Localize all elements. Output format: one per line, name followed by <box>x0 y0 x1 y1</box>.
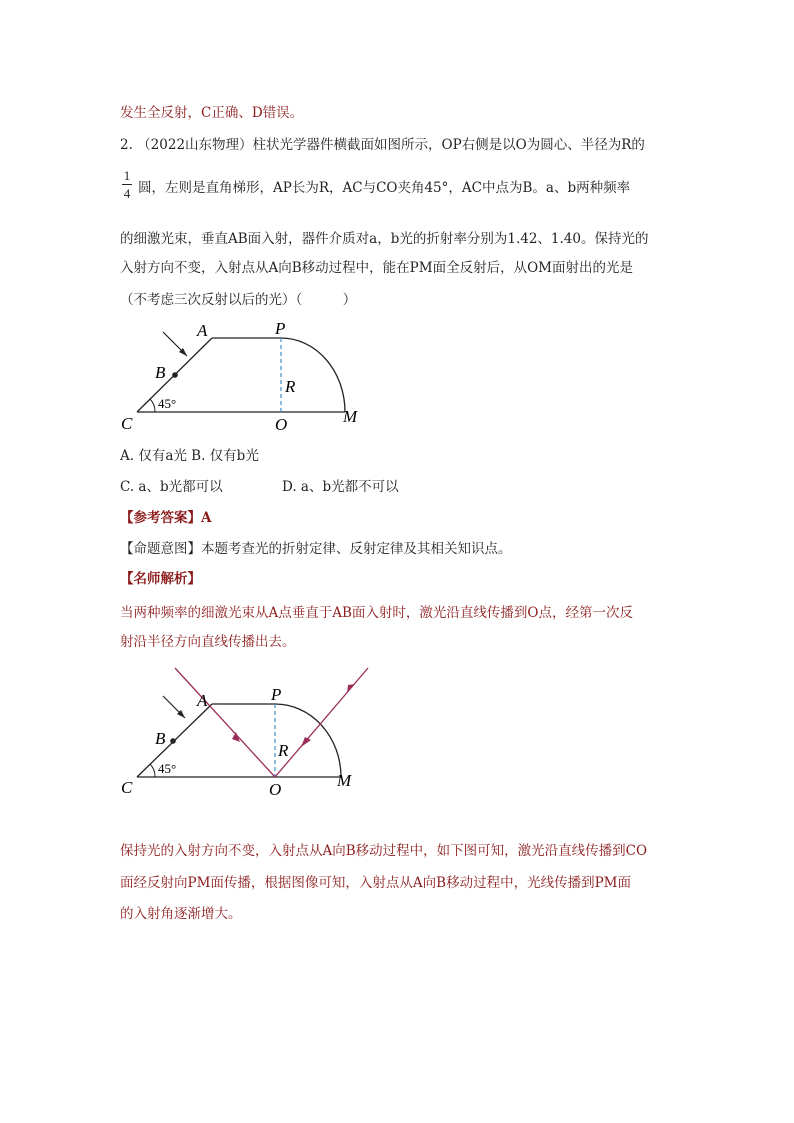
answer-line: 【参考答案】A <box>120 510 212 526</box>
point-b-dot <box>170 738 176 744</box>
label-b: B <box>155 363 166 382</box>
option-d: D. a、b光都不可以 <box>282 479 399 495</box>
question-line-2: 圆，左则是直角梯形，AP长为R，AC与CO夹角45°，AC中点为B。a、b两种频率 <box>138 180 631 196</box>
label-r: R <box>285 377 296 396</box>
angle-arc <box>150 764 155 777</box>
label-o: O <box>275 415 288 434</box>
line-l1: 发生全反射，C正确、D错误。 <box>120 105 304 121</box>
analysis-heading: 【名师解析】 <box>120 571 201 587</box>
label-c: C <box>121 414 133 433</box>
analysis-line-4: 面经反射向PM面传播，根据图像可知，入射点从A向B移动过程中，光线传播到PM面 <box>120 875 631 891</box>
point-b-dot <box>172 372 178 378</box>
label-m: M <box>343 407 358 426</box>
ray-arrow-2 <box>301 737 311 747</box>
label-p: P <box>271 685 282 704</box>
angle-arc <box>150 399 155 412</box>
fraction-denominator: 4 <box>123 186 131 201</box>
arc-pm <box>281 338 345 412</box>
question-line-4: 入射方向不变，入射点从A向B移动过程中，能在PM面全反射后，从OM面射出的光是 <box>120 260 633 276</box>
fraction-numerator: 1 <box>123 168 131 183</box>
label-m: M <box>337 771 352 790</box>
label-b: B <box>155 729 166 748</box>
ray-incident <box>175 668 275 777</box>
angle-label: 45° <box>158 396 177 411</box>
label-a: A <box>197 691 208 710</box>
analysis-line-1: 当两种频率的细激光束从A点垂直于AB面入射时，激光沿直线传播到O点，经第一次反 <box>120 605 633 621</box>
analysis-line-2: 射沿半径方向直线传播出去。 <box>120 634 296 650</box>
figure-1 <box>115 316 375 436</box>
analysis-line-3: 保持光的入射方向不变，入射点从A向B移动过程中，如下图可知，激光沿直线传播到CO <box>120 843 648 859</box>
option-c: C. a、b光都可以 <box>120 479 223 495</box>
question-line-1: 2. （2022山东物理）柱状光学器件横截面如图所示，OP右侧是以O为圆心、半径为R的 <box>120 137 645 153</box>
label-a: A <box>197 321 208 340</box>
angle-label: 45° <box>158 761 177 776</box>
label-o: O <box>269 780 282 799</box>
option-a-b: A. 仅有a光 B. 仅有b光 <box>120 448 259 464</box>
label-c: C <box>121 778 133 797</box>
figure-2 <box>115 662 385 802</box>
intent-line: 【命题意图】本题考查光的折射定律、反射定律及其相关知识点。 <box>120 541 512 557</box>
question-line-5: （不考虑三次反射以后的光）（ ） <box>120 292 357 308</box>
fraction-one-quarter <box>122 168 132 201</box>
question-line-3: 的细激光束，垂直AB面入射，器件介质对a，b光的折射率分别为1.42、1.40。保持光的 <box>120 231 649 247</box>
label-p: P <box>275 319 286 338</box>
analysis-line-5: 的入射角逐渐增大。 <box>120 906 242 922</box>
label-r: R <box>278 741 289 760</box>
